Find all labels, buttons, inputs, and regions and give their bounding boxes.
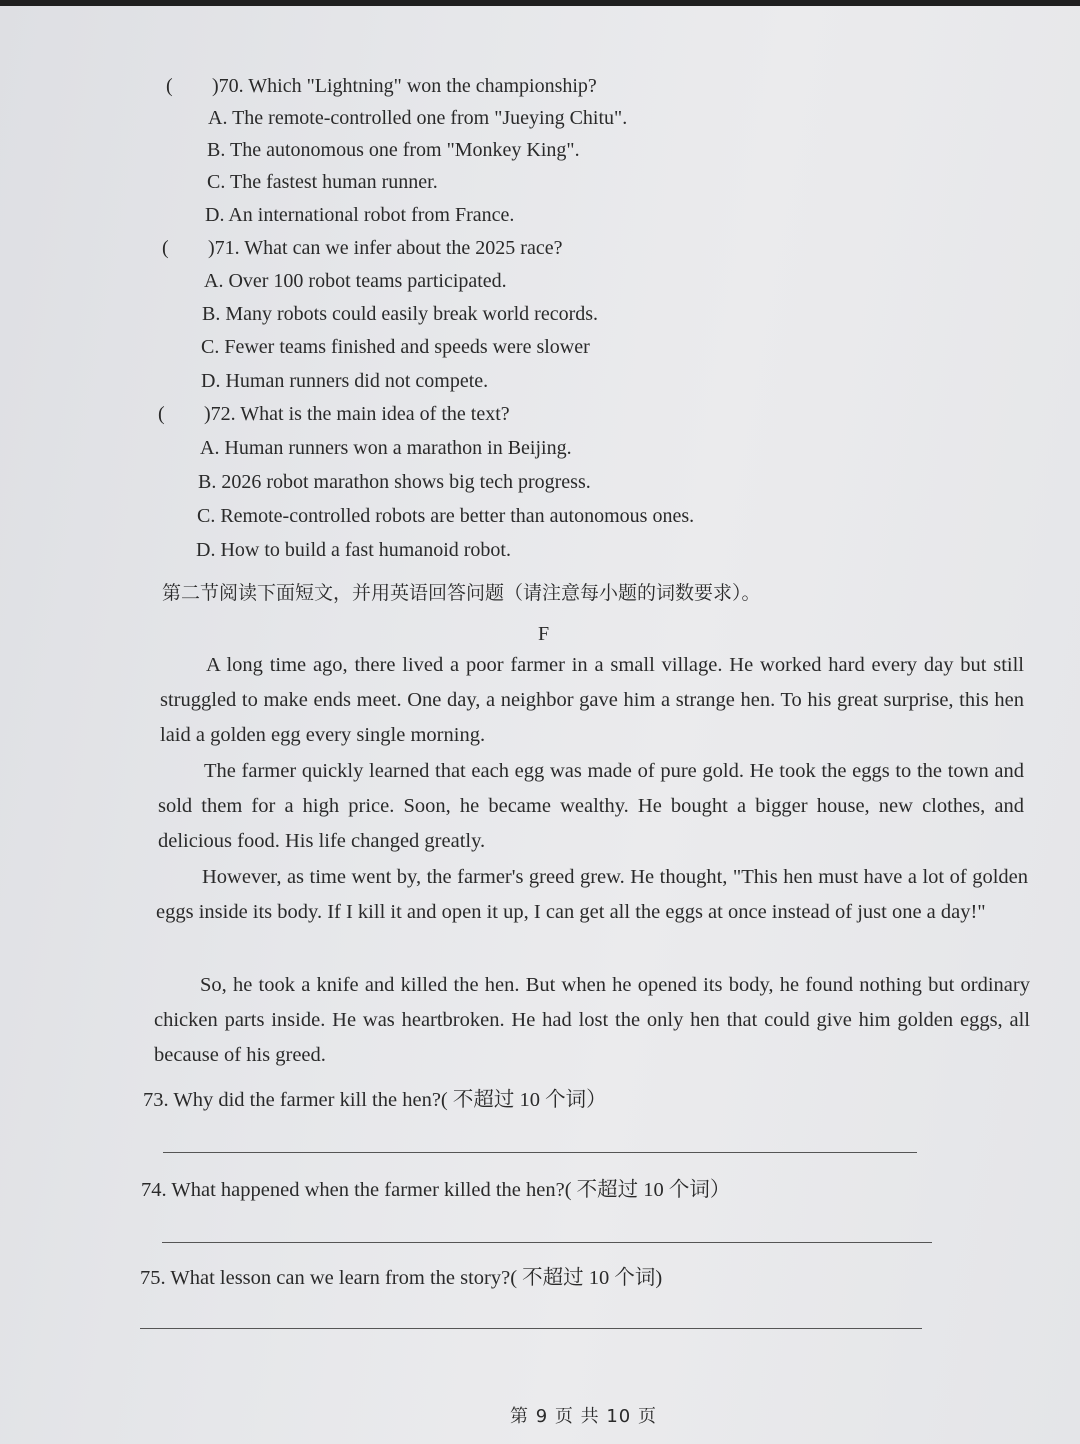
answer-line-73[interactable]	[163, 1152, 917, 1153]
section-heading: 第二节阅读下面短文，并用英语回答问题（请注意每小题的词数要求）。	[162, 582, 761, 604]
question-72-stem: ( )72. What is the main idea of the text?	[158, 403, 510, 425]
question-70-option-b: B. The autonomous one from "Monkey King".	[207, 139, 580, 161]
page-number: 第 9 页 共 10 页	[510, 1406, 657, 1427]
question-72-option-b: B. 2026 robot marathon shows big tech progress.	[198, 471, 591, 493]
answer-line-75[interactable]	[140, 1328, 922, 1329]
question-72-option-c: C. Remote-controlled robots are better than autonomous ones.	[197, 505, 695, 527]
question-71-option-b: B. Many robots could easily break world records.	[202, 303, 599, 325]
exam-page	[0, 6, 1080, 1444]
question-71-option-d: D. Human runners did not compete.	[201, 370, 489, 392]
answer-bracket: (	[162, 237, 169, 259]
passage-paragraph-3: However, as time went by, the farmer's greed grew. He thought, "This hen must have a lot of golden eggs inside its body. If I kill it and open it up, I can get all the eggs at once instead of just one a day!"	[156, 866, 1028, 923]
question-75: 75. What lesson can we learn from the story?( 不超过 10 个词)	[140, 1267, 663, 1289]
question-70-option-a: A. The remote-controlled one from "Jueying Chitu".	[208, 107, 628, 129]
question-71-option-c: C. Fewer teams finished and speeds were slower	[201, 336, 590, 358]
question-70-stem: ( )70. Which "Lightning" won the championship?	[166, 75, 597, 97]
answer-bracket: (	[166, 75, 173, 97]
question-70-option-c: C. The fastest human runner.	[207, 171, 438, 193]
question-73: 73. Why did the farmer kill the hen?( 不超过 10 个词）	[143, 1089, 607, 1111]
question-71-stem: ( )71. What can we infer about the 2025 race?	[162, 237, 563, 259]
question-71-option-a: A. Over 100 robot teams participated.	[204, 270, 507, 292]
answer-bracket: (	[158, 403, 165, 425]
passage-paragraph-1: A long time ago, there lived a poor farmer in a small village. He worked hard every day but still struggled to make ends meet. One day, a neighbor gave him a strange hen. To his great surprise, this hen laid a golden egg every single morning.	[160, 654, 1024, 746]
question-70-option-d: D. An international robot from France.	[205, 204, 515, 226]
answer-line-74[interactable]	[162, 1242, 932, 1243]
question-72-option-a: A. Human runners won a marathon in Beijing.	[200, 437, 572, 459]
passage-paragraph-4: So, he took a knife and killed the hen. But when he opened its body, he found nothing but ordinary chicken parts inside. He was heartbroken. He had lost the only hen that could give him golden eggs, all because of his greed.	[154, 974, 1030, 1066]
passage-paragraph-2: The farmer quickly learned that each egg was made of pure gold. He took the eggs to the town and sold them for a high price. Soon, he became wealthy. He bought a bigger house, new clothes, and delicious food. His life changed greatly.	[158, 760, 1024, 852]
question-74: 74. What happened when the farmer killed the hen?( 不超过 10 个词）	[141, 1179, 731, 1201]
question-72-option-d: D. How to build a fast humanoid robot.	[196, 539, 511, 561]
passage-letter: F	[538, 623, 550, 645]
